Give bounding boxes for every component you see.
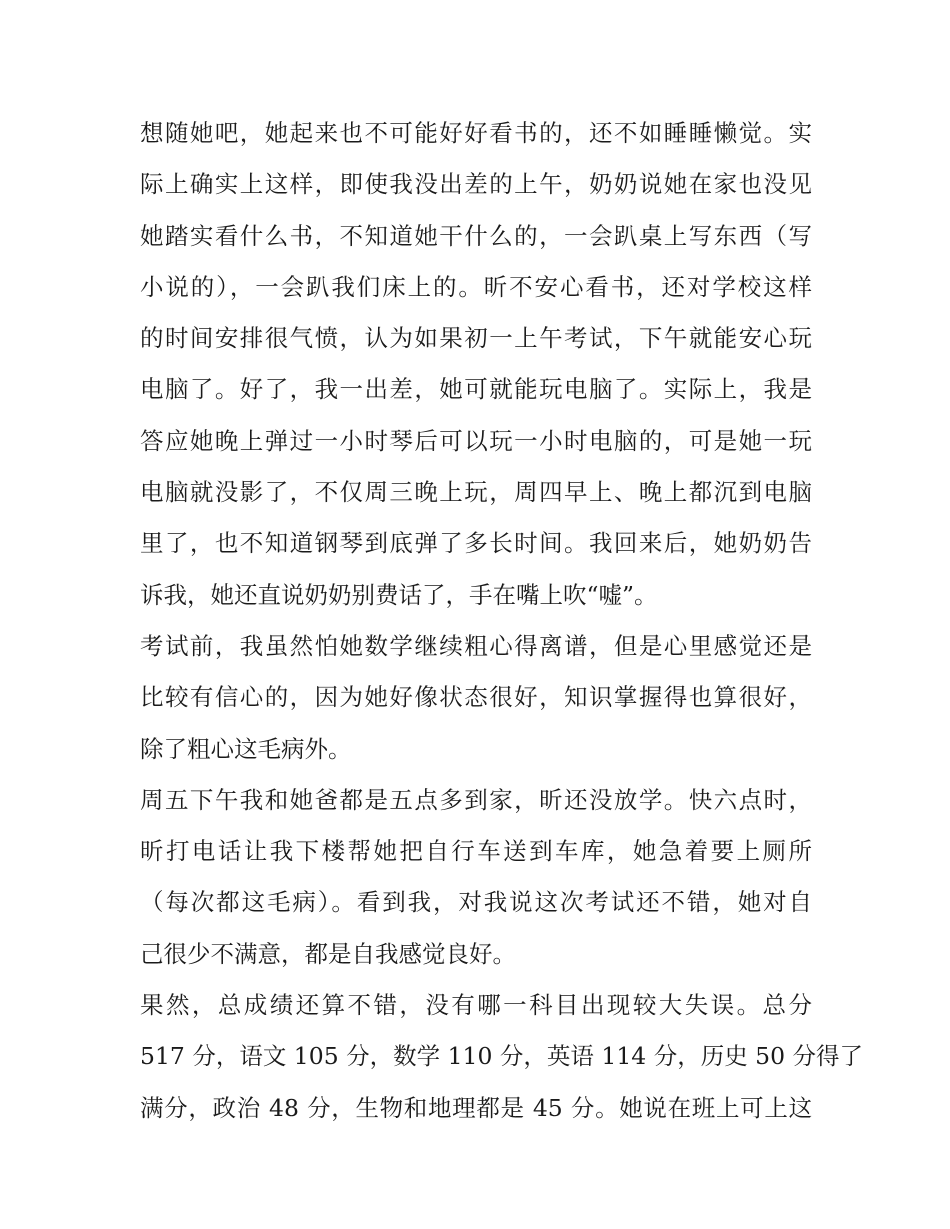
- paragraph-4: [140, 980, 864, 1134]
- text-line: 诉我，她还直说奶奶别费话了，手在嘴上吹“嘘”。: [140, 580, 658, 609]
- text-line: 里了，也不知道钢琴到底弹了多长时间。我回来后，她奶奶告: [140, 529, 812, 558]
- text-line: 除了粗心这毛病外。: [140, 734, 352, 763]
- text-line: 满分，政治 48 分，生物和地理都是 45 分。她说在班上可上这: [140, 1093, 812, 1122]
- document-body: [140, 108, 864, 1134]
- text-line: 际上确实上这样，即使我没出差的上午，奶奶说她在家也没见: [140, 170, 812, 199]
- paragraph-3: [140, 775, 812, 980]
- text-line: 电脑了。好了，我一出差，她可就能玩电脑了。实际上，我是: [140, 375, 812, 404]
- paragraph-1: [140, 108, 812, 621]
- text-line: 昕打电话让我下楼帮她把自行车送到车库，她急着要上厕所: [140, 837, 812, 866]
- text-line: 想随她吧，她起来也不可能好好看书的，还不如睡睡懒觉。实: [140, 119, 812, 147]
- text-line: 周五下午我和她爸都是五点多到家，昕还没放学。快六点时，: [140, 785, 812, 814]
- text-line: 她踏实看什么书，不知道她干什么的，一会趴桌上写东西（写: [140, 221, 812, 250]
- text-line: 果然，总成绩还算不错，没有哪一科目出现较大失误。总分: [140, 991, 812, 1020]
- text-line: 的时间安排很气愤，认为如果初一上午考试，下午就能安心玩: [140, 324, 812, 353]
- text-line: 比较有信心的，因为她好像状态很好，知识掌握得也算很好，: [140, 683, 812, 712]
- text-line: 小说的），一会趴我们床上的。昕不安心看书，还对学校这样: [140, 272, 812, 301]
- text-line: 考试前，我虽然怕她数学继续粗心得离谱，但是心里感觉还是: [140, 631, 812, 660]
- paragraph-2: [140, 621, 812, 775]
- text-line: 己很少不满意，都是自我感觉良好。: [140, 939, 516, 968]
- text-line: 517 分，语文 105 分，数学 110 分，英语 114 分，历史 50 分得了: [140, 1042, 864, 1071]
- text-line: （每次都这毛病）。看到我，对我说这次考试还不错，她对自: [140, 888, 812, 917]
- text-line: 答应她晚上弹过一小时琴后可以玩一小时电脑的，可是她一玩: [140, 426, 812, 455]
- text-line: 电脑就没影了，不仅周三晚上玩，周四早上、晚上都沉到电脑: [140, 478, 812, 507]
